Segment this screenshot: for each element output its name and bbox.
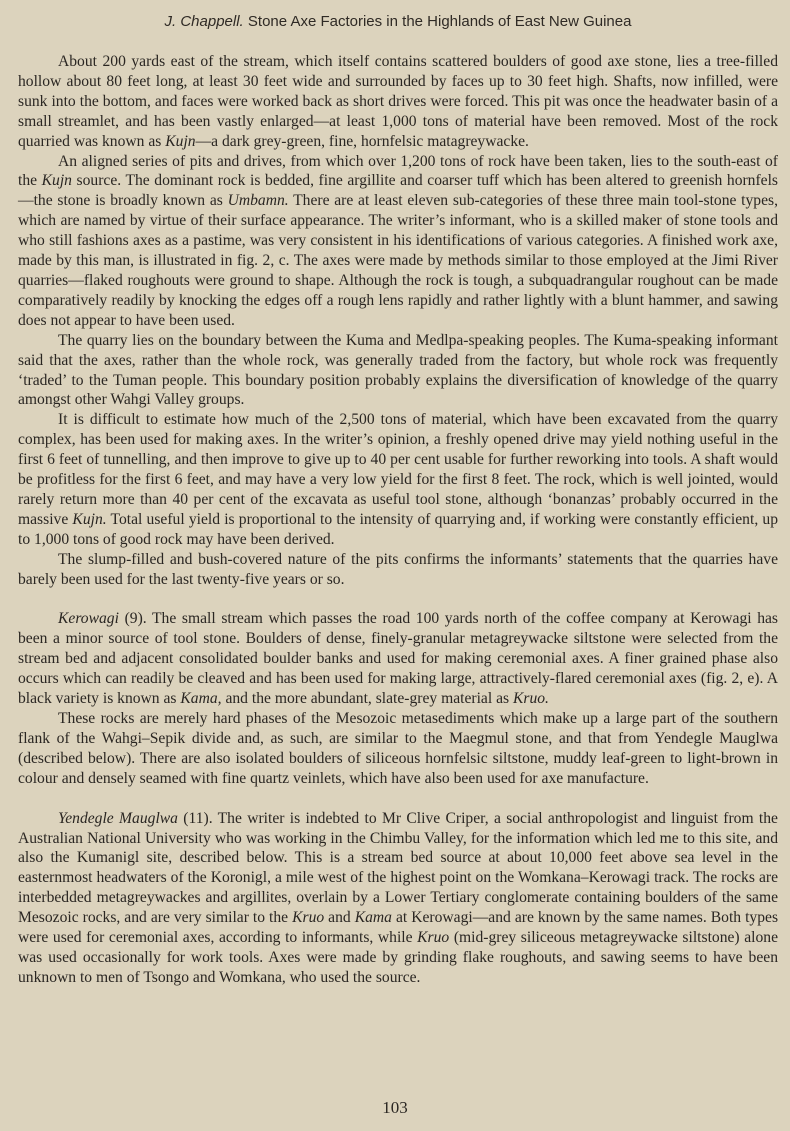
italic-term: Kerowagi (58, 610, 119, 628)
paragraph (18, 609, 778, 709)
paragraph (18, 52, 778, 152)
body-text (18, 52, 778, 988)
text-run: (9). The small stream which passes the road 100 yards north of the coffee company at Kerowagi has been a minor source of tool stone. Boulders of dense, finely-granular metagreywacke siltstone were selected from the stream bed and adjacent consolidated boulder banks and used for making ceremonial axes. A finer grained phase also occurs which can readily be cleaved and has been used for making large, attractively-flared ceremonial axes (fig. 2, e). A black variety is known as (18, 610, 778, 708)
text-run: and (324, 909, 355, 927)
text-run: and the more abundant, slate-grey material as (221, 690, 513, 708)
text-run: (11). The writer is indebted to Mr Clive Criper, a social anthropologist and linguist from the Australian National University who was working in the Chimbu Valley, for the information which led me to this site, and also the Kumanigl site, described below. This is a stream bed source at about 10,000 feet above sea level in the easternmost headwaters of the Koronigl, a mile west of the highest point on the Womkana–Kerowagi track. The rocks are interbedded metagreywackes and argillites, overlain by a Lower Tertiary conglomerate containing boulders of the same Mesozoic rocks, and are very similar to the (18, 809, 778, 927)
text-run: (mid-grey siliceous metagreywacke siltstone) alone was used occasionally for work tools. Axes were made by grinding flake roughouts, and sawing seems to have been unknown to men of Tsongo and Womkana, who used the source. (18, 929, 778, 986)
italic-term: Umbamn. (227, 192, 289, 210)
text-run: source. The dominant rock is bedded, fine argillite and coarser tuff which has been altered to greenish hornfels—the stone is broadly known as (18, 172, 778, 210)
text-run: The slump-filled and bush-covered nature of the pits confirms the informants’ statements that the quarries have barely been used for the last twenty-five years or so. (18, 550, 778, 588)
text-run: An aligned series of pits and drives, from which over 1,200 tons of rock have been taken, lies to the south-east of the (18, 152, 778, 190)
paragraph (18, 152, 778, 331)
italic-term: Kujn (165, 132, 196, 150)
text-run: These rocks are merely hard phases of the Mesozoic metasediments which make up a large part of the southern flank of the Wahgi–Sepik divide and, as such, are similar to the Maegmul stone, and that from Yendegle Mauglwa (described below). There are also isolated boulders of siliceous hornfelsic siltstone, muddy leaf-green to light-brown in colour and densely seamed with fine quartz veinlets, which have also been used for axe manufacture. (18, 710, 778, 787)
page-number: 103 (382, 1098, 408, 1117)
italic-term: Kruo. (512, 690, 549, 708)
italic-term: Kama, (180, 690, 222, 708)
italic-term: Kruo (417, 929, 450, 947)
paragraph (18, 809, 778, 988)
paragraph (18, 331, 778, 411)
italic-term: Kujn (41, 172, 72, 190)
paragraph (18, 550, 778, 590)
text-run: About 200 yards east of the stream, which itself contains scattered boulders of good axe stone, lies a tree-filled hollow about 80 feet long, at least 30 feet wide and surrounded by faces up to 30 feet high. Shafts, now infilled, were sunk into the bottom, and faces were worked back as short drives were forced. This pit was once the headwater basin of a small streamlet, and has been vastly enlarged—at least 1,000 tons of material have been removed. Most of the rock quarried was known as (18, 53, 778, 150)
text-run: —a dark grey-green, fine, hornfelsic matagreywacke. (195, 132, 529, 150)
text-run: Total useful yield is proportional to the intensity of quarrying and, if working were constantly efficient, up to 1,000 tons of good rock may have been derived. (18, 510, 778, 548)
running-head-author: J. Chappell. (164, 13, 244, 30)
text-run: The quarry lies on the boundary between the Kuma and Medlpa-speaking peoples. The Kuma-speaking informant said that the axes, rather than the whole rock, was generally traded from the factory, but whole rock was frequently ‘traded’ to the Tuman people. This boundary position probably explains the diversification of knowledge of the quarry amongst other Wahgi Valley groups. (18, 331, 778, 409)
text-run: at Kerowagi—and are known by the same names. Both types were used for ceremonial axes, according to informants, while (18, 909, 779, 947)
paragraph (18, 410, 778, 549)
text-run: There are at least eleven sub-categories of these three main tool-stone types, which are named by virtue of their surface appearance. The writer’s informant, who is a skilled maker of stone tools and who still fashions axes as a pastime, was very consistent in his identifications of various categories. A finished work axe, made by this man, is illustrated in fig. 2, c. The axes were made by methods similar to those employed at the Jimi River quarries—flaked roughouts were ground to shape. Although the rock is tough, a subquadrangular roughout can be made comparatively readily by knocking the edges off a rough lens rapidly and rather lightly with a blunt hammer, and sawing does not appear to have been used. (18, 192, 778, 329)
running-head-title: Stone Axe Factories in the Highlands of East New Guinea (247, 13, 632, 30)
running-head (18, 12, 778, 32)
italic-term: Kujn. (72, 510, 107, 528)
italic-term: Kruo (292, 909, 325, 927)
text-run: It is difficult to estimate how much of the 2,500 tons of material, which have been excavated from the quarry complex, has been used for making axes. In the writer’s opinion, a freshly opened drive may yield nothing useful in the first 6 feet of tunnelling, and then improve to give up to 40 per cent usable for further reworking into tools. A shaft would be profitless for the first 6 feet, and may have a very low yield for the first 8 feet. The rock, which is well jointed, would rarely return more than 40 per cent of the excavata as useful tool stone, although ‘bonanzas’ probably occurred in the massive (18, 411, 778, 528)
italic-term: Kama (354, 909, 392, 927)
italic-term: Yendegle Mauglwa (58, 809, 178, 827)
paragraph (18, 709, 778, 789)
